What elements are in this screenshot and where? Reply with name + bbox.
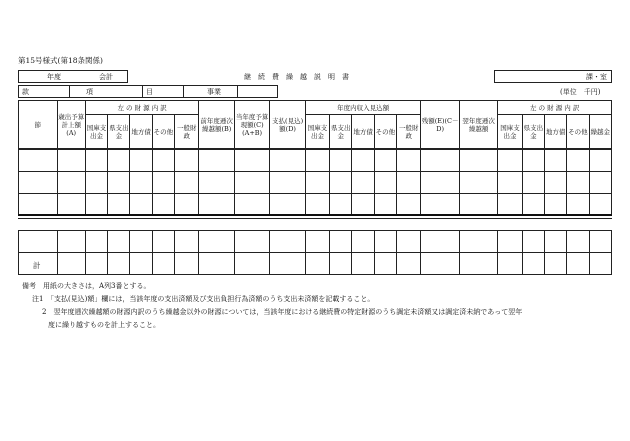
zangaku-header: 残額(E)(C－D) xyxy=(421,101,460,149)
table-row xyxy=(19,150,612,172)
table-cell[interactable] xyxy=(522,253,544,275)
table-cell[interactable] xyxy=(130,253,152,275)
kokko-header: 国庫支出金 xyxy=(85,115,107,149)
setsu-header: 節 xyxy=(19,101,58,149)
table-cell[interactable] xyxy=(589,194,611,216)
table-cell[interactable] xyxy=(305,253,329,275)
table-cell[interactable] xyxy=(374,172,396,194)
table-cell[interactable] xyxy=(352,150,374,172)
table-cell[interactable] xyxy=(234,172,269,194)
chihosai-header: 地方債 xyxy=(130,115,152,149)
table-cell[interactable] xyxy=(374,253,396,275)
table-cell[interactable] xyxy=(130,231,152,253)
table-cell[interactable] xyxy=(397,253,421,275)
table-cell[interactable] xyxy=(108,172,130,194)
zennendo-header: 前年度逓次繰越額(B) xyxy=(199,101,234,149)
table-cell[interactable] xyxy=(199,150,234,172)
table-cell[interactable] xyxy=(545,253,567,275)
chihosai3-header: 地方債 xyxy=(544,115,566,149)
table-cell[interactable] xyxy=(199,231,234,253)
table-cell[interactable] xyxy=(175,172,199,194)
body-rows-upper xyxy=(18,149,612,216)
table-cell[interactable] xyxy=(234,194,269,216)
table-cell[interactable] xyxy=(270,150,305,172)
table-cell[interactable] xyxy=(498,172,522,194)
table-cell[interactable] xyxy=(397,150,421,172)
table-cell[interactable] xyxy=(522,231,544,253)
shunyu-header: 年度内収入見込額 xyxy=(305,101,421,115)
table-cell[interactable] xyxy=(459,253,498,275)
table-cell[interactable] xyxy=(85,150,107,172)
table-cell[interactable] xyxy=(199,172,234,194)
table-cell[interactable] xyxy=(374,150,396,172)
kan-label: 款 xyxy=(22,88,29,96)
table-cell[interactable] xyxy=(57,150,85,172)
body-rows-lower xyxy=(18,230,612,275)
table-cell[interactable] xyxy=(352,231,374,253)
table-cell[interactable] xyxy=(421,253,460,275)
table-cell[interactable] xyxy=(567,231,589,253)
table-cell[interactable] xyxy=(545,150,567,172)
table-cell[interactable] xyxy=(352,194,374,216)
table-cell[interactable] xyxy=(397,194,421,216)
ko-label: 項 xyxy=(86,88,93,96)
carryover-table xyxy=(18,100,612,149)
table-cell[interactable] xyxy=(305,150,329,172)
table-cell[interactable] xyxy=(421,231,460,253)
table-cell[interactable] xyxy=(498,194,522,216)
table-cell[interactable] xyxy=(270,172,305,194)
ka-shitsu-label: 課・室 xyxy=(586,73,607,81)
kaikei-label: 会計 xyxy=(99,73,113,81)
table-cell[interactable] xyxy=(397,172,421,194)
table-cell[interactable] xyxy=(108,150,130,172)
moku-label: 目 xyxy=(146,88,153,96)
tonendo-header: 当年度予算現額(C)(A+B) xyxy=(234,101,269,149)
nendo-label: 年度 xyxy=(47,73,61,81)
table-cell[interactable] xyxy=(19,172,58,194)
table-cell[interactable] xyxy=(567,150,589,172)
table-cell[interactable] xyxy=(421,194,460,216)
table-cell[interactable] xyxy=(85,253,107,275)
table-cell[interactable] xyxy=(459,194,498,216)
saishutsu-header: 歳出予算計上額(A) xyxy=(57,101,85,149)
table-cell[interactable] xyxy=(545,172,567,194)
table-cell[interactable] xyxy=(152,194,174,216)
table-cell[interactable] xyxy=(330,253,352,275)
table-cell[interactable] xyxy=(270,231,305,253)
yokunendo-header: 翌年度逓次繰越額 xyxy=(459,101,498,149)
form-number: 第15号様式(第18条関係) xyxy=(18,56,103,65)
table-cell[interactable] xyxy=(498,150,522,172)
table-cell[interactable] xyxy=(234,150,269,172)
table-cell[interactable] xyxy=(234,253,269,275)
ippan2-header: 一般財政 xyxy=(397,115,421,149)
table-cell[interactable] xyxy=(175,194,199,216)
note-2b: 度に繰り越すものを計上すること。 xyxy=(48,321,160,329)
table-cell[interactable] xyxy=(330,150,352,172)
table-cell[interactable] xyxy=(459,150,498,172)
total-label: 計 xyxy=(33,261,41,270)
table-cell[interactable] xyxy=(330,194,352,216)
table-cell[interactable] xyxy=(330,172,352,194)
double-rule-bottom xyxy=(18,218,612,219)
sonota-header: その他 xyxy=(152,115,174,149)
table-cell[interactable] xyxy=(522,150,544,172)
double-rule-top xyxy=(18,214,612,216)
table-row xyxy=(19,231,612,253)
table-cell[interactable] xyxy=(234,231,269,253)
table-cell[interactable] xyxy=(85,194,107,216)
table-row xyxy=(19,194,612,216)
table-cell[interactable] xyxy=(589,150,611,172)
table-cell[interactable] xyxy=(57,172,85,194)
table-cell[interactable] xyxy=(57,231,85,253)
table-cell[interactable] xyxy=(567,194,589,216)
account-classification-box xyxy=(18,85,278,98)
table-cell[interactable] xyxy=(199,253,234,275)
table-cell[interactable] xyxy=(19,194,58,216)
table-cell[interactable] xyxy=(545,231,567,253)
table-cell[interactable] xyxy=(421,172,460,194)
sonota3-header: その他 xyxy=(567,115,589,149)
table-cell[interactable] xyxy=(330,231,352,253)
table-cell[interactable] xyxy=(175,253,199,275)
table-cell[interactable] xyxy=(421,150,460,172)
table-cell[interactable] xyxy=(522,172,544,194)
left-zaigen-header-2: 左 の 財 源 内 訳 xyxy=(498,101,612,115)
table-cell[interactable] xyxy=(85,172,107,194)
document-title: 継 続 費 繰 越 説 明 書 xyxy=(244,73,349,81)
table-cell[interactable] xyxy=(152,231,174,253)
table-cell[interactable] xyxy=(374,194,396,216)
table-cell[interactable] xyxy=(352,253,374,275)
table-row xyxy=(19,253,612,275)
table-cell[interactable] xyxy=(498,253,522,275)
table-cell[interactable] xyxy=(567,253,589,275)
note-1: 注1 「支払(見込)額」欄には，当該年度の支出済額及び支出負担行為済額のうち支出未済額を記載すること。 xyxy=(32,295,375,303)
table-cell[interactable] xyxy=(57,253,85,275)
table-cell[interactable] xyxy=(19,231,58,253)
table-cell[interactable] xyxy=(270,253,305,275)
ka-shitsu-box xyxy=(494,70,612,83)
table-row xyxy=(19,172,612,194)
kenshi3-header: 県支出金 xyxy=(522,115,544,149)
table-cell[interactable] xyxy=(459,172,498,194)
table-cell[interactable] xyxy=(130,172,152,194)
shiharai-header: 支払(見込)額(D) xyxy=(270,101,305,149)
table-cell[interactable] xyxy=(589,253,611,275)
table-cell[interactable] xyxy=(305,172,329,194)
table-cell[interactable] xyxy=(175,150,199,172)
table-cell[interactable] xyxy=(305,194,329,216)
table-cell[interactable] xyxy=(374,231,396,253)
table-cell[interactable] xyxy=(459,231,498,253)
table-cell[interactable] xyxy=(130,194,152,216)
table-cell[interactable] xyxy=(567,172,589,194)
table-cell[interactable] xyxy=(270,194,305,216)
ippan-header: 一般財政 xyxy=(175,115,199,149)
kokko2-header: 国庫支出金 xyxy=(305,115,329,149)
table-cell[interactable] xyxy=(522,194,544,216)
jigyo-label: 事業 xyxy=(207,88,221,96)
table-cell[interactable] xyxy=(108,253,130,275)
table-cell[interactable] xyxy=(397,231,421,253)
note-biko: 備考 用紙の大きさは，A列3番とする。 xyxy=(22,282,151,290)
sonota2-header: その他 xyxy=(374,115,396,149)
table-cell[interactable] xyxy=(589,172,611,194)
table-cell[interactable] xyxy=(545,194,567,216)
table-cell[interactable] xyxy=(589,231,611,253)
table-cell[interactable] xyxy=(19,150,58,172)
kenshi2-header: 県支出金 xyxy=(330,115,352,149)
table-cell[interactable] xyxy=(85,231,107,253)
table-cell[interactable] xyxy=(130,150,152,172)
table-cell[interactable] xyxy=(199,194,234,216)
kokko3-header: 国庫支出金 xyxy=(498,115,522,149)
unit-label: (単位 千円) xyxy=(560,88,601,96)
kurikoshi-header: 繰越金 xyxy=(589,115,611,149)
table-cell[interactable] xyxy=(352,172,374,194)
chihosai2-header: 地方債 xyxy=(352,115,374,149)
table-cell[interactable] xyxy=(305,231,329,253)
table-cell[interactable] xyxy=(498,231,522,253)
table-cell[interactable] xyxy=(152,172,174,194)
table-cell[interactable] xyxy=(152,253,174,275)
table-cell[interactable] xyxy=(108,231,130,253)
kenshi-header: 県支出金 xyxy=(108,115,130,149)
note-2a: 2 翌年度逓次繰越額の財源内訳のうち繰越金以外の財源については，当該年度における継続費の特定財源のうち調定未済額又は調定済未納であって翌年 xyxy=(42,308,523,316)
table-cell[interactable] xyxy=(108,194,130,216)
table-cell[interactable] xyxy=(152,150,174,172)
table-cell[interactable] xyxy=(175,231,199,253)
nendo-kaikei-box xyxy=(18,70,128,83)
left-zaigen-header-1: 左 の 財 源 内 訳 xyxy=(85,101,199,115)
table-cell[interactable] xyxy=(57,194,85,216)
